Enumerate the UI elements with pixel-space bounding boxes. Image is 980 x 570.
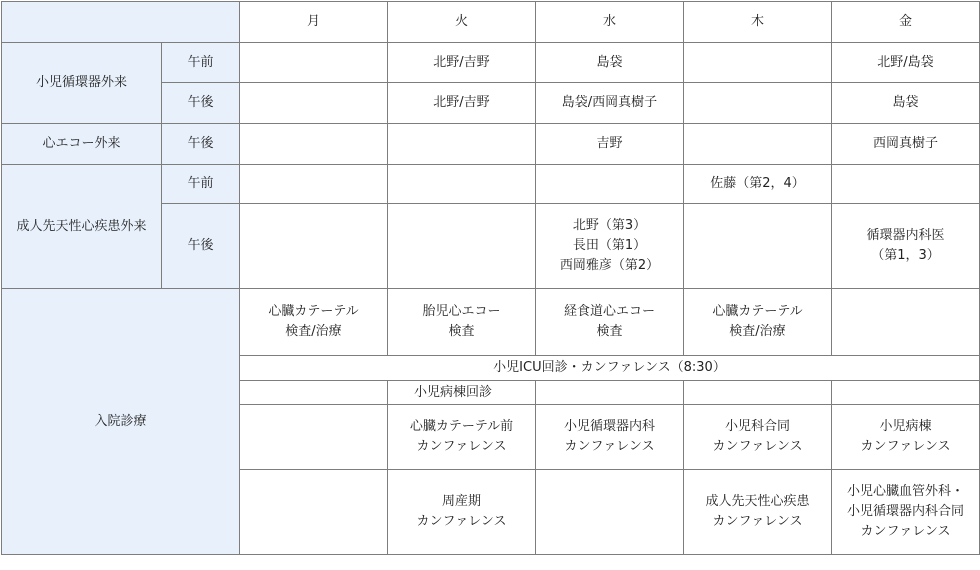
- cell-line: 長田（第1）: [572, 238, 647, 253]
- schedule-cell: [240, 165, 388, 204]
- schedule-cell: [832, 289, 980, 356]
- cell-line: 周産期: [441, 494, 481, 509]
- schedule-cell: [240, 381, 388, 405]
- cell-line: （第1，3）: [871, 248, 940, 263]
- table-row: [2, 289, 980, 356]
- cell-line: 小児科合同: [724, 419, 790, 434]
- period-label-am: 午前: [162, 165, 240, 204]
- schedule-cell: [388, 289, 536, 356]
- outpatient-schedule-table: [1, 1, 980, 555]
- cell-line: 成人先天性心疾患: [705, 494, 810, 509]
- schedule-cell: 島袋/西岡真樹子: [536, 83, 684, 124]
- schedule-cell: [388, 204, 536, 289]
- schedule-cell: [684, 470, 832, 555]
- cell-line: 小児心臓血管外科・: [846, 484, 964, 499]
- schedule-cell: [832, 405, 980, 470]
- cell-line: 北野（第3）: [572, 218, 647, 233]
- cell-line: 心臓カテーテル: [712, 304, 803, 319]
- schedule-cell: [240, 204, 388, 289]
- day-header-mon: 月: [240, 2, 388, 43]
- schedule-cell: [240, 83, 388, 124]
- schedule-cell: [832, 165, 980, 204]
- schedule-cell: [684, 43, 832, 83]
- period-label-am: 午前: [162, 43, 240, 83]
- schedule-cell: [536, 405, 684, 470]
- period-label-pm: 午後: [162, 83, 240, 124]
- table-row: [2, 124, 980, 165]
- day-header-wed: 水: [536, 2, 684, 43]
- period-label-pm: 午後: [162, 124, 240, 165]
- cell-line: 胎児心エコー: [422, 304, 501, 319]
- cell-line: 検査: [448, 324, 475, 339]
- schedule-cell: [832, 470, 980, 555]
- schedule-cell: [388, 165, 536, 204]
- schedule-cell: [536, 289, 684, 356]
- schedule-cell: 吉野: [536, 124, 684, 165]
- section-label-echo: 心エコー外来: [2, 124, 162, 165]
- picu-rounds-cell: 小児ICU回診・カンファレンス（8:30）: [240, 356, 980, 381]
- schedule-cell: [684, 405, 832, 470]
- schedule-cell: [240, 124, 388, 165]
- schedule-cell: 北野/島袋: [832, 43, 980, 83]
- schedule-cell: [536, 204, 684, 289]
- schedule-cell: 小児病棟回診: [388, 381, 536, 405]
- schedule-cell: [684, 381, 832, 405]
- day-header-fri: 金: [832, 2, 980, 43]
- cell-line: 心臓カテーテル前: [409, 419, 514, 434]
- section-label-adult-chd: 成人先天性心疾患外来: [2, 165, 162, 289]
- schedule-cell: [832, 204, 980, 289]
- schedule-cell: 島袋: [536, 43, 684, 83]
- cell-line: カンファレンス: [712, 514, 803, 529]
- cell-line: 小児病棟: [879, 419, 932, 434]
- schedule-cell: [388, 470, 536, 555]
- section-label-pediatric-cardio: 小児循環器外来: [2, 43, 162, 124]
- day-header-thu: 木: [684, 2, 832, 43]
- schedule-cell: [240, 43, 388, 83]
- cell-line: 検査/治療: [729, 324, 786, 339]
- table-row: [2, 43, 980, 83]
- schedule-cell: [240, 405, 388, 470]
- header-row: [2, 2, 980, 43]
- cell-line: 小児循環器内科合同: [846, 504, 964, 519]
- schedule-cell: 西岡真樹子: [832, 124, 980, 165]
- cell-line: 検査/治療: [285, 324, 342, 339]
- section-label-inpatient: 入院診療: [2, 289, 240, 555]
- cell-line: 心臓カテーテル: [268, 304, 359, 319]
- cell-line: カンファレンス: [860, 439, 951, 454]
- schedule-cell: [684, 204, 832, 289]
- cell-line: カンファレンス: [416, 514, 507, 529]
- schedule-cell: [388, 405, 536, 470]
- schedule-cell: [536, 381, 684, 405]
- cell-line: カンファレンス: [416, 439, 507, 454]
- schedule-cell: 佐藤（第2，4）: [684, 165, 832, 204]
- cell-line: 小児循環器内科: [563, 419, 655, 434]
- schedule-cell: [684, 83, 832, 124]
- schedule-cell: [684, 124, 832, 165]
- cell-line: 循環器内科医: [866, 228, 945, 243]
- cell-line: 経食道心エコー: [563, 304, 655, 319]
- cell-line: カンファレンス: [860, 524, 951, 539]
- period-label-pm: 午後: [162, 204, 240, 289]
- schedule-cell: 島袋: [832, 83, 980, 124]
- schedule-cell: [832, 381, 980, 405]
- table-row: [2, 165, 980, 204]
- cell-line: カンファレンス: [564, 439, 655, 454]
- schedule-cell: [684, 289, 832, 356]
- schedule-cell: [240, 470, 388, 555]
- schedule-cell: 北野/吉野: [388, 83, 536, 124]
- schedule-cell: [240, 289, 388, 356]
- cell-line: 西岡雅彦（第2）: [559, 258, 660, 273]
- schedule-cell: [536, 470, 684, 555]
- schedule-cell: [536, 165, 684, 204]
- corner-cell: [2, 2, 240, 43]
- cell-line: カンファレンス: [712, 439, 803, 454]
- cell-line: 検査: [596, 324, 623, 339]
- schedule-cell: 北野/吉野: [388, 43, 536, 83]
- schedule-cell: [388, 124, 536, 165]
- day-header-tue: 火: [388, 2, 536, 43]
